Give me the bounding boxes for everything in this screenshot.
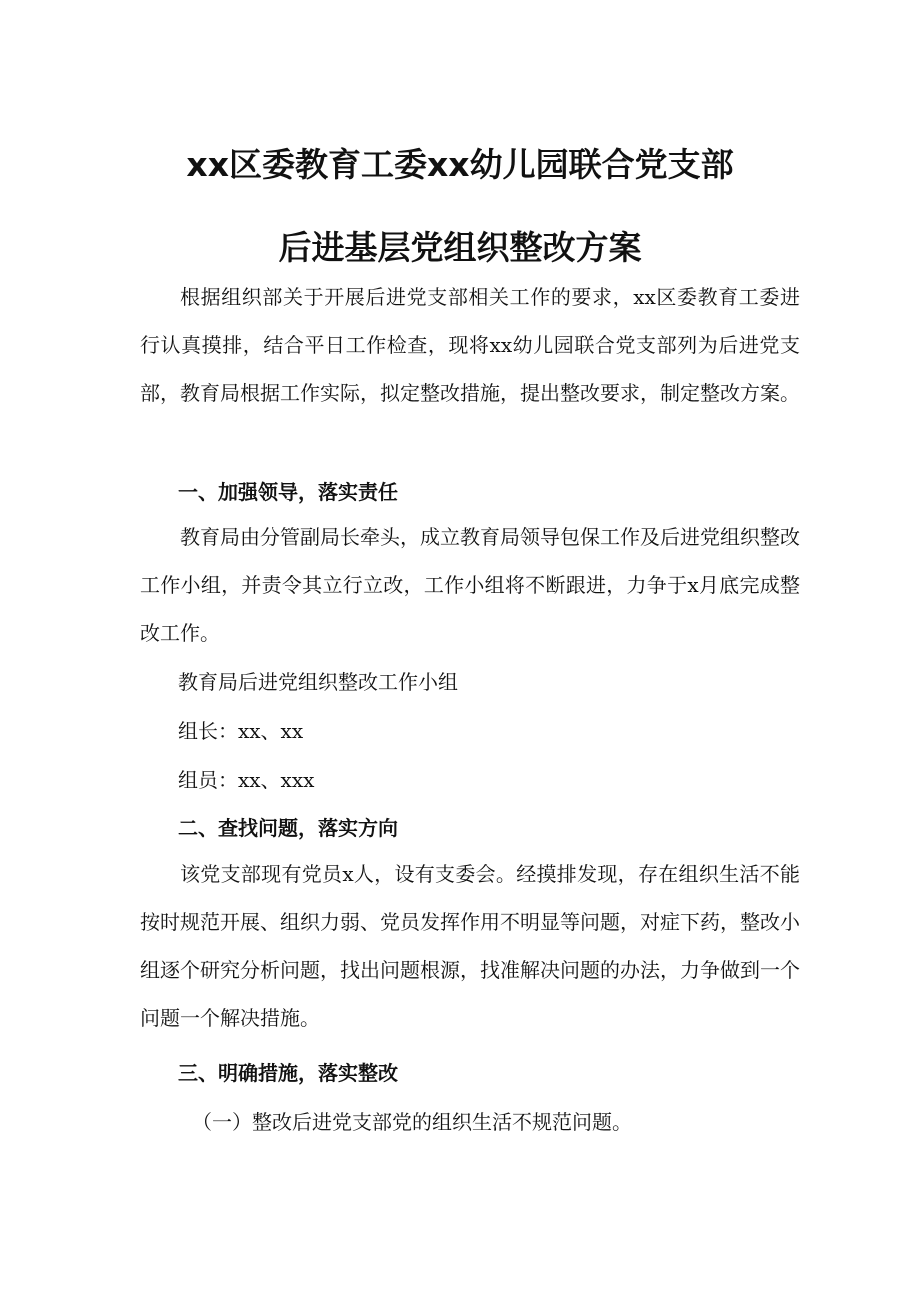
section-3-subheading-1: （一）整改后进党支部党的组织生活不规范问题。 [192, 1110, 632, 1134]
document-title-line-1: xx区委教育工委xx幼儿园联合党支部 [186, 145, 734, 184]
section-2-paragraph: 该党支部现有党员x人，设有支委会。经摸排发现，存在组织生活不能按时规范开展、组织力弱、党员发挥作用不明显等问题，对症下药，整改小组逐个研究分析问题，找出问题根源，找准解决问题的办法，力争做到一个问题一个解决措施。 [140, 862, 800, 1030]
intro-paragraph: 根据组织部关于开展后进党支部相关工作的要求，xx区委教育工委进行认真摸排，结合平日工作检查，现将xx幼儿园联合党支部列为后进党支部，教育局根据工作实际，拟定整改措施，提出整改要求，制定整改方案。 [140, 285, 800, 405]
section-1-paragraph: 教育局由分管副局长牵头，成立教育局领导包保工作及后进党组织整改工作小组，并责令其立行立改，工作小组将不断跟进，力争于x月底完成整改工作。 [140, 525, 800, 645]
section-2-heading: 二、查找问题，落实方向 [178, 816, 398, 840]
group-members-line: 组员：xx、xxx [178, 768, 315, 792]
group-leader-line: 组长：xx、xx [178, 719, 304, 743]
work-group-title: 教育局后进党组织整改工作小组 [178, 670, 458, 694]
section-1-heading: 一、加强领导，落实责任 [178, 480, 398, 504]
document-title-line-2: 后进基层党组织整改方案 [278, 228, 642, 267]
section-3-heading: 三、明确措施，落实整改 [178, 1061, 398, 1085]
